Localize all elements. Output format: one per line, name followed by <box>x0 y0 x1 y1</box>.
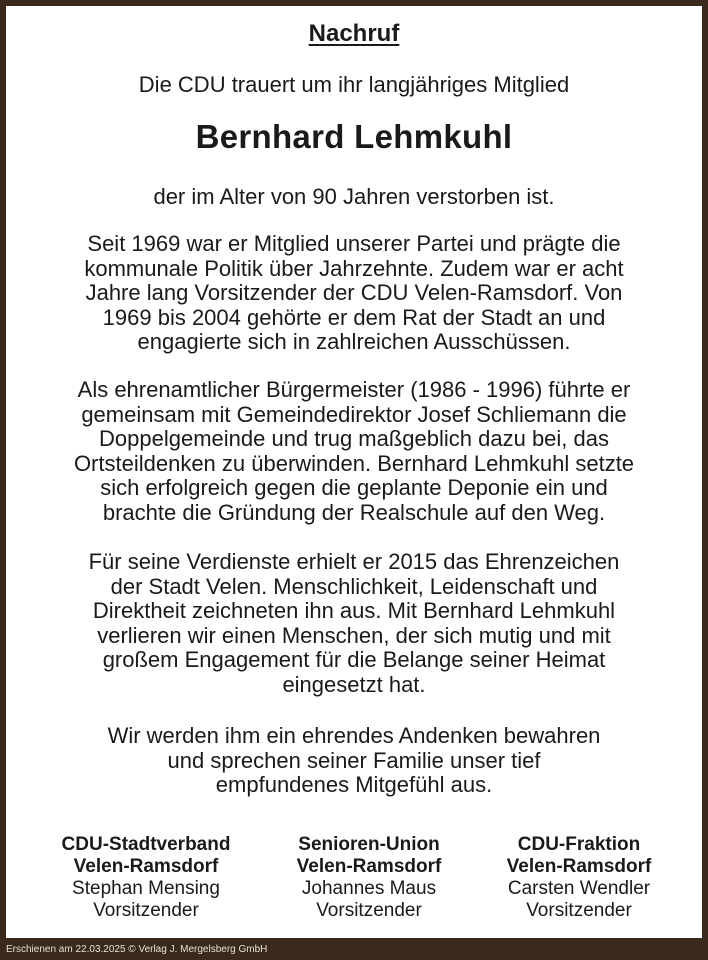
signature-role: Vorsitzender <box>316 900 422 921</box>
text-line: Für seine Verdienste erhielt er 2015 das Ehrenzeichen <box>88 549 620 574</box>
text-line: und sprechen seiner Familie unser tief <box>167 747 541 773</box>
text-line: Als ehrenamtlicher Bürgermeister (1986 - 1996) führte er <box>77 377 631 402</box>
text-line: gemeinsam mit Gemeindedirektor Josef Schliemann die <box>81 401 627 427</box>
signature-block <box>6 834 702 934</box>
signature-org-location: Velen-Ramsdorf <box>296 856 442 877</box>
text-line: 1969 bis 2004 gehörte er dem Rat der Stadt an und <box>102 304 606 330</box>
text-line: großem Engagement für die Belange seiner Heimat <box>102 647 606 672</box>
text-line: Jahre lang Vorsitzender der CDU Velen-Ramsdorf. Von <box>85 280 623 305</box>
signature-role: Vorsitzender <box>93 900 199 921</box>
text-line: kommunale Politik über Jahrzehnte. Zudem war er acht <box>84 255 624 281</box>
signature-org: Senioren-Union <box>298 834 440 855</box>
signature-org: CDU-Fraktion <box>517 834 641 855</box>
signature-person: Stephan Mensing <box>72 878 220 899</box>
signature-role: Vorsitzender <box>526 900 632 921</box>
text-line: Wir werden ihm ein ehrendes Andenken bewahren <box>107 723 601 748</box>
intro-line: Die CDU trauert um ihr langjähriges Mitglied <box>138 72 570 97</box>
signature-org-location: Velen-Ramsdorf <box>73 856 219 877</box>
signature-org: CDU-Stadtverband <box>61 834 231 855</box>
notice-heading: Nachruf <box>308 20 400 47</box>
paragraph-condolence <box>6 724 702 798</box>
paragraph-mayor <box>6 378 702 525</box>
text-line: der Stadt Velen. Menschlichkeit, Leidenschaft und <box>110 573 598 599</box>
text-line: Ortsteildenken zu überwinden. Bernhard Lehmkuhl setzte <box>73 450 635 476</box>
text-line: Seit 1969 war er Mitglied unserer Partei und prägte die <box>87 231 621 256</box>
publication-footer: Erschienen am 22.03.2025 © Verlag J. Mergelsberg GmbH <box>6 944 268 955</box>
age-line: der im Alter von 90 Jahren verstorben ist. <box>153 184 555 209</box>
signature-person: Carsten Wendler <box>507 878 651 899</box>
signature-person: Johannes Maus <box>301 878 437 899</box>
text-line: verlieren wir einen Menschen, der sich mutig und mit <box>97 622 611 648</box>
text-line: Doppelgemeinde und trug maßgeblich dazu bei, das <box>99 426 609 451</box>
obituary-notice <box>6 6 702 938</box>
text-line: engagierte sich in zahlreichen Ausschüssen. <box>137 329 571 354</box>
paragraph-biography <box>6 232 702 355</box>
text-line: eingesetzt hat. <box>282 671 426 697</box>
deceased-name: Bernhard Lehmkuhl <box>195 118 513 155</box>
text-line: empfundenes Mitgefühl aus. <box>215 772 493 797</box>
text-line: sich erfolgreich gegen die geplante Deponie ein und <box>100 475 608 500</box>
text-line: brachte die Gründung der Realschule auf den Weg. <box>102 499 606 525</box>
signature-senioren-union <box>254 834 484 922</box>
signature-fraktion <box>464 834 694 922</box>
text-line: Direktheit zeichneten ihn aus. Mit Bernhard Lehmkuhl <box>92 598 616 623</box>
signature-stadtverband <box>31 834 261 922</box>
signature-org-location: Velen-Ramsdorf <box>506 856 652 877</box>
paragraph-honours <box>6 550 702 697</box>
